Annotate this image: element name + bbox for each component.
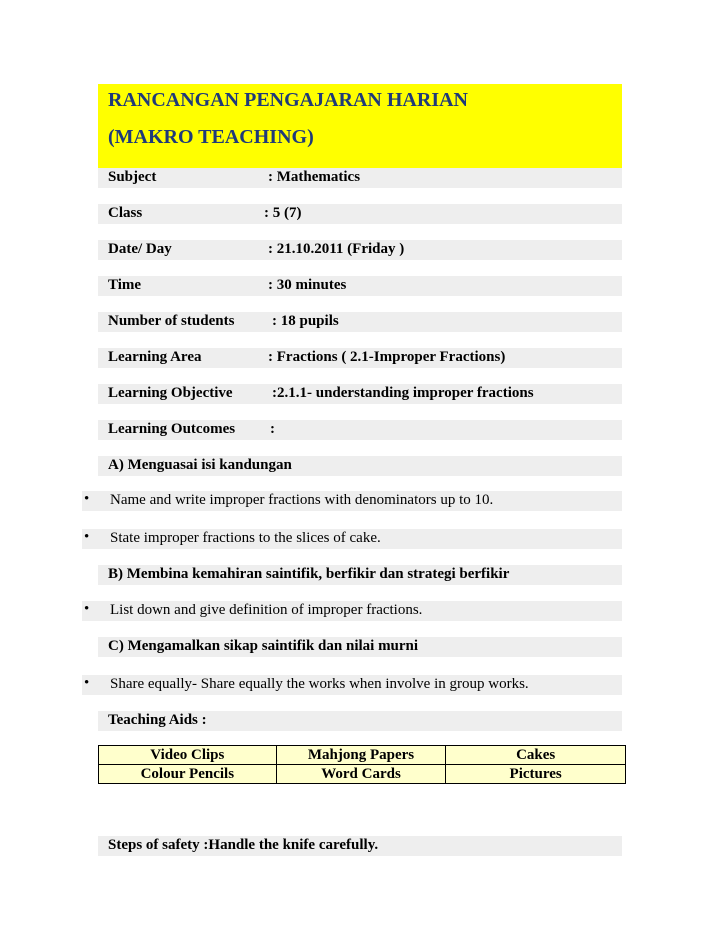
detail-row-learning-objective — [98, 384, 622, 404]
bullet-icon: • — [84, 491, 90, 507]
detail-label: Time — [108, 277, 142, 293]
detail-label: Learning Objective — [108, 385, 233, 401]
detail-value: : 18 pupils — [272, 313, 339, 329]
detail-value: : — [270, 421, 275, 437]
table-cell: Pictures — [446, 765, 626, 784]
detail-label: Subject — [108, 169, 157, 185]
detail-value: :2.1.1- understanding improper fractions — [272, 385, 534, 401]
detail-row-date — [98, 240, 622, 260]
detail-row-learning-area — [98, 348, 622, 368]
teaching-aids-heading: Teaching Aids : — [98, 711, 622, 731]
list-item: • Share equally- Share equally the works when involve in group works. — [82, 675, 622, 695]
section-c-heading: C) Mengamalkan sikap saintifik dan nilai murni — [98, 637, 622, 657]
detail-row-time — [98, 276, 622, 296]
detail-value: : Fractions ( 2.1-Improper Fractions) — [268, 349, 506, 365]
detail-row-learning-outcomes — [98, 420, 622, 440]
table-row — [99, 765, 626, 784]
detail-value: : Mathematics — [268, 169, 361, 185]
bullet-icon: • — [84, 601, 90, 617]
bullet-icon: • — [84, 529, 90, 545]
detail-label: Class — [108, 205, 143, 221]
safety-note: Steps of safety :Handle the knife carefully. — [98, 836, 622, 856]
detail-row-class — [98, 204, 622, 224]
detail-label: Date/ Day — [108, 241, 172, 257]
table-cell: Mahjong Papers — [276, 746, 446, 765]
list-item: • Name and write improper fractions with denominators up to 10. — [82, 491, 622, 511]
list-item: • List down and give definition of improper fractions. — [82, 601, 622, 621]
table-cell: Cakes — [446, 746, 626, 765]
detail-label: Learning Outcomes — [108, 421, 236, 437]
table-cell: Colour Pencils — [99, 765, 277, 784]
detail-label: Number of students — [108, 313, 235, 329]
section-a-heading: A) Menguasai isi kandungan — [98, 456, 622, 476]
teaching-aids-table — [98, 745, 626, 784]
page-subtitle: (MAKRO TEACHING) — [108, 126, 314, 148]
title-block — [98, 84, 622, 168]
table-cell: Video Clips — [99, 746, 277, 765]
table-row — [99, 746, 626, 765]
bullet-icon: • — [84, 675, 90, 691]
section-b-heading: B) Membina kemahiran saintifik, berfikir dan strategi berfikir — [98, 565, 622, 585]
detail-label: Learning Area — [108, 349, 202, 365]
table-cell: Word Cards — [276, 765, 446, 784]
detail-value: : 30 minutes — [268, 277, 347, 293]
detail-value: : 21.10.2011 (Friday ) — [268, 241, 405, 257]
list-item: • State improper fractions to the slices of cake. — [82, 529, 622, 549]
detail-row-students — [98, 312, 622, 332]
detail-value: : 5 (7) — [264, 205, 302, 221]
detail-row-subject — [98, 168, 622, 188]
page-title: RANCANGAN PENGAJARAN HARIAN — [108, 89, 468, 111]
